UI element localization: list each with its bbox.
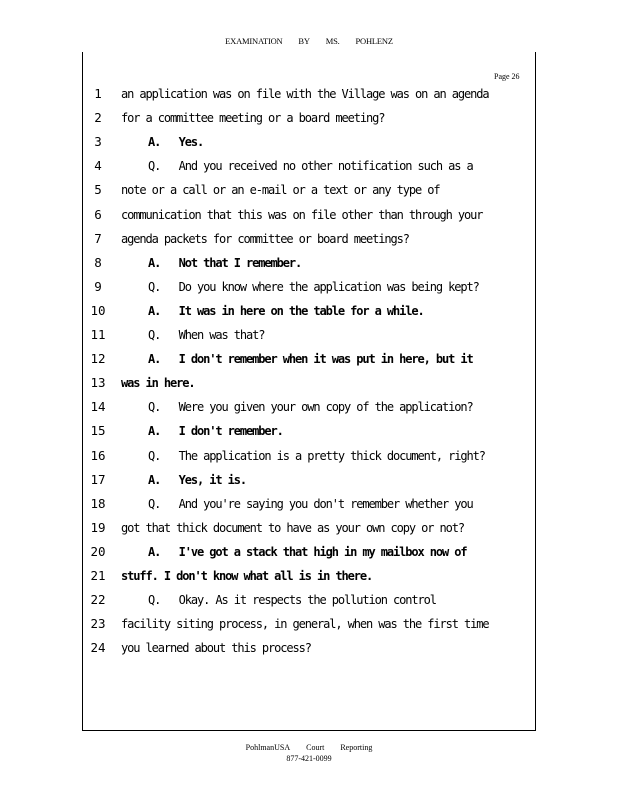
footer-reporting: Reporting [340,743,373,752]
line-number: 13 [90,375,106,391]
line-number: 20 [90,543,106,559]
line-number: 9 [94,278,102,294]
header-ms: MS. [325,36,340,46]
line-text: Q. Okay. As it respects the pollution control [148,593,436,608]
transcript-line [0,638,618,662]
line-text: A. It was in here on the table for a while. [148,303,424,318]
transcript-line [0,325,618,349]
line-text: Q. And you're saying you don't remember whether you [148,496,473,511]
line-text: Q. When was that? [148,328,265,342]
line-text: an application was on file with the Village was on an agenda [121,87,489,101]
header-examination: EXAMINATION [225,36,283,46]
transcript-line [0,108,618,132]
line-text: A. Yes. [148,135,204,150]
line-text: agenda packets for committee or board meetings? [121,231,409,246]
line-number: 12 [90,351,106,367]
transcript-line [0,84,618,108]
transcript-line [0,518,618,542]
line-number: 3 [94,134,102,150]
footer-company: PohlmanUSA [245,743,291,752]
transcript-line [0,253,618,277]
line-number: 6 [94,206,102,222]
transcript-line [0,180,618,204]
page-number-label: Page 26 [494,72,520,81]
transcript-line [0,421,618,445]
line-text: note or a call or an e-mail or a text or any type of [121,183,440,198]
transcript-line [0,277,618,301]
transcript-line [0,156,618,180]
transcript-line [0,566,618,590]
transcript-line [0,494,618,518]
footer-court: Court [306,743,325,752]
line-text: Q. And you received no other notification such as a [148,159,473,174]
line-text: facility siting process, in general, when was the first time [121,617,489,632]
transcript-line [0,397,618,421]
line-number: 11 [90,327,106,342]
transcript-line [0,373,618,397]
line-text: communication that this was on file other than through your [121,207,483,222]
header-name: POHLENZ [355,36,393,46]
page-footer [0,742,618,764]
line-number: 5 [94,182,102,198]
line-text: you learned about this process? [121,641,311,656]
page-header [0,36,618,46]
line-text: Q. Do you know where the application was being kept? [148,279,479,294]
line-number: 19 [90,519,106,535]
line-number: 23 [90,616,106,632]
line-text: Q. The application is a pretty thick document, right? [148,448,485,463]
line-number: 15 [90,423,106,439]
transcript-line [0,132,618,156]
line-number: 8 [94,254,102,270]
line-text: A. Not that I remember. [148,255,302,270]
line-text: for a committee meeting or a board meeting? [121,111,385,126]
line-text: A. I don't remember when it was put in here, but it [148,352,473,367]
line-number: 2 [94,110,102,126]
line-text: Q. Were you given your own copy of the application? [148,400,473,415]
header-by: BY [298,36,310,46]
line-number: 24 [90,640,106,656]
line-number: 10 [90,302,106,318]
line-text: A. I don't remember. [148,424,283,439]
transcript-line [0,470,618,494]
line-number: 21 [90,568,106,583]
line-text: got that thick document to have as your own copy or not? [121,520,464,535]
transcript-line [0,446,618,470]
line-text: was in here. [121,376,195,391]
transcript-line [0,301,618,325]
line-number: 22 [90,592,106,608]
line-number: 7 [94,230,102,246]
transcript-line [0,205,618,229]
line-text: A. I've got a stack that high in my mailbox now of [148,544,467,559]
footer-phone: 877-421-0099 [286,754,332,763]
line-number: 18 [90,495,106,511]
line-number: 14 [90,399,106,415]
line-text: A. Yes, it is. [148,472,246,487]
transcript-line [0,614,618,638]
line-text: stuff. I don't know what all is in there. [121,569,373,583]
transcript-line [0,542,618,566]
line-number: 1 [94,86,102,101]
transcript-line [0,349,618,373]
line-number: 16 [90,447,106,463]
transcript-line [0,590,618,614]
transcript-line [0,229,618,253]
line-number: 4 [94,158,102,174]
line-number: 17 [90,471,106,487]
